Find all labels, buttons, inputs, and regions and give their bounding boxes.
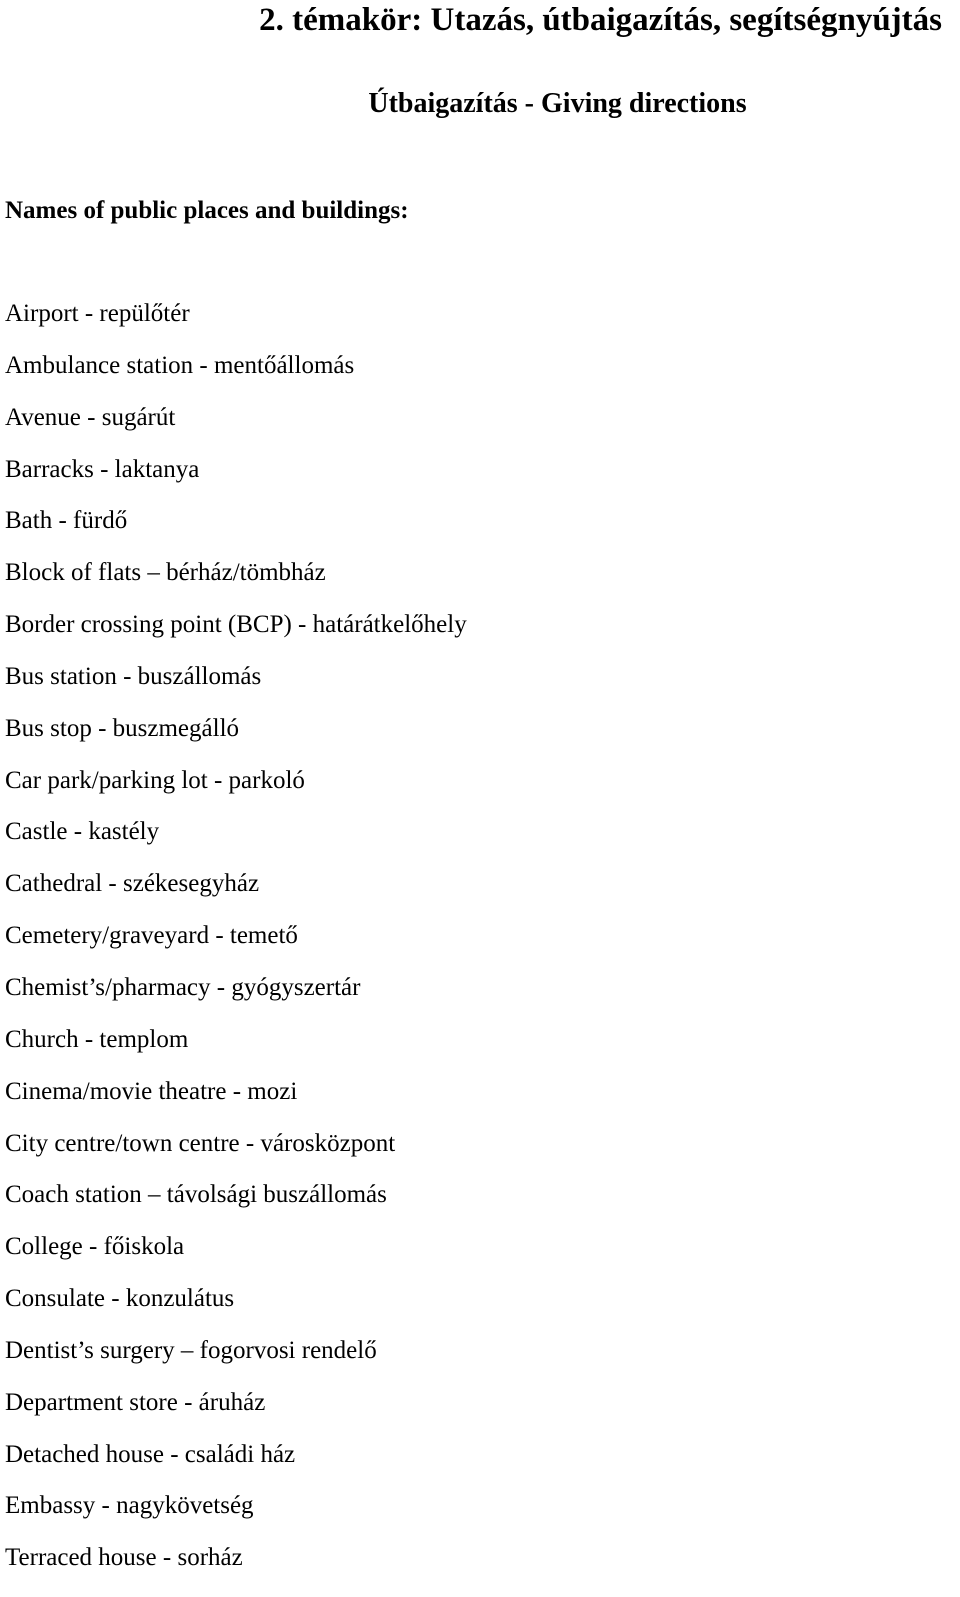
list-item: Cemetery/graveyard - temető	[5, 922, 298, 950]
list-item: Embassy - nagykövetség	[5, 1492, 254, 1520]
list-item: Dentist’s surgery – fogorvosi rendelő	[5, 1336, 377, 1364]
list-item: Castle - kastély	[5, 818, 160, 846]
section-heading: Names of public places and buildings:	[5, 197, 409, 224]
list-item: City centre/town centre - városközpont	[5, 1129, 396, 1157]
list-item: Barracks - laktanya	[5, 455, 200, 483]
list-item: Department store - áruház	[5, 1388, 266, 1416]
list-item: Border crossing point (BCP) - határátkelőhely	[5, 611, 467, 639]
page-title: 2. témakör: Utazás, útbaigazítás, segítségnyújtás	[259, 2, 942, 38]
list-item: Terraced house - sorház	[5, 1544, 243, 1572]
list-item: College - főiskola	[5, 1233, 185, 1261]
list-item: Church - templom	[5, 1025, 189, 1053]
list-item: Bus station - buszállomás	[5, 662, 262, 690]
list-item: Car park/parking lot - parkoló	[5, 766, 305, 794]
list-item: Cinema/movie theatre - mozi	[5, 1077, 298, 1105]
list-item: Coach station – távolsági buszállomás	[5, 1181, 387, 1209]
list-item: Chemist’s/pharmacy - gyógyszertár	[5, 973, 361, 1001]
list-item: Bus stop - buszmegálló	[5, 714, 240, 742]
list-item: Consulate - konzulátus	[5, 1285, 235, 1313]
vocabulary-list	[5, 296, 467, 1592]
list-item: Bath - fürdő	[5, 507, 128, 535]
list-item: Avenue - sugárút	[5, 403, 176, 431]
list-item: Ambulance station - mentőállomás	[5, 351, 355, 379]
list-item: Cathedral - székesegyház	[5, 870, 260, 898]
list-item: Block of flats – bérház/tömbház	[5, 559, 326, 587]
list-item: Airport - repülőtér	[5, 300, 190, 327]
list-item: Detached house - családi ház	[5, 1440, 296, 1468]
page-subtitle: Útbaigazítás - Giving directions	[368, 88, 747, 119]
